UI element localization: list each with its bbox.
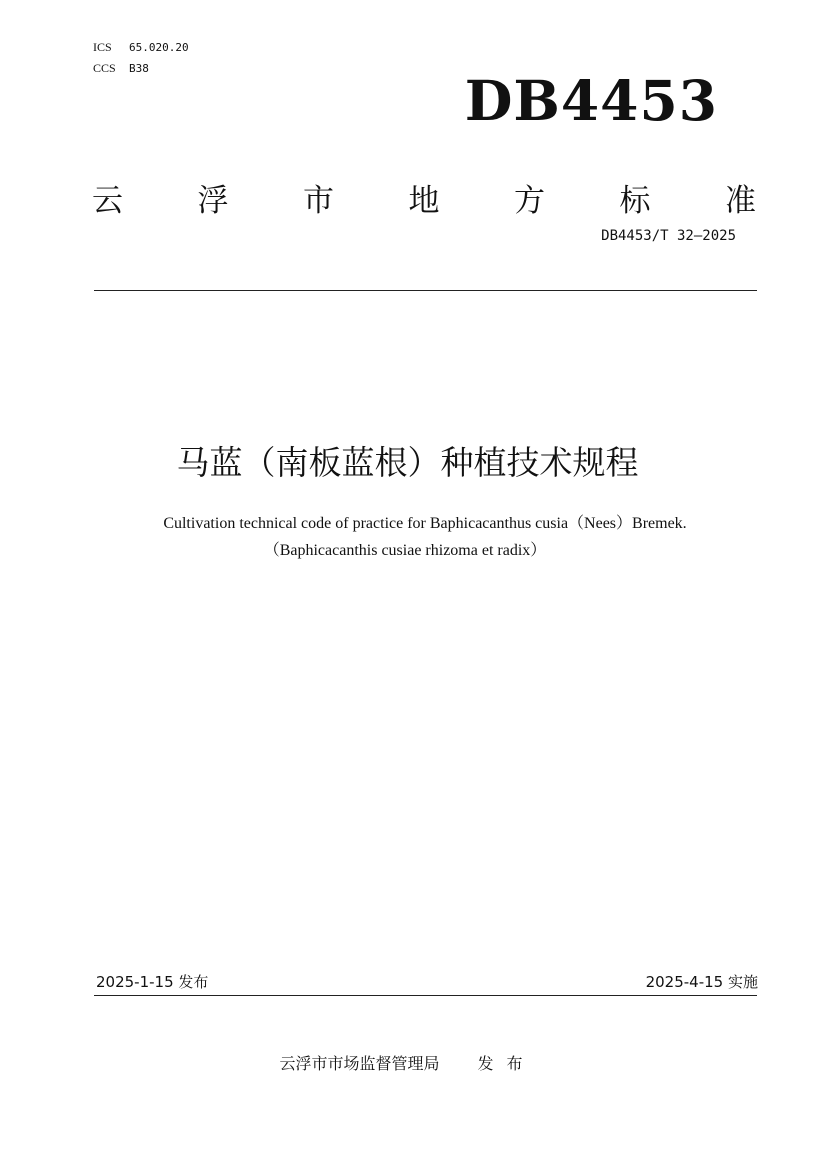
implementation-date: 2025-4-15 实施 xyxy=(645,973,758,991)
ccs-value: B38 xyxy=(129,62,149,75)
standard-number: DB4453/T 32—2025 xyxy=(601,228,736,244)
standard-type-char: 准 xyxy=(725,183,756,219)
ccs-label: CCS xyxy=(93,61,116,75)
issue-date: 2025-1-15 发布 xyxy=(96,973,209,991)
ics-value: 65.020.20 xyxy=(129,41,189,54)
document-title-english-line1: Cultivation technical code of practice for Baphicacanthus cusia（Nees）Bremek. xyxy=(163,515,687,532)
standard-type-char: 市 xyxy=(303,183,334,219)
standard-code-logo: DB4453 xyxy=(464,68,718,133)
standard-type-char: 浮 xyxy=(197,183,229,219)
standard-type-heading xyxy=(92,181,756,221)
ics-classification xyxy=(93,40,189,55)
standard-type-char: 云 xyxy=(92,183,123,219)
ccs-classification xyxy=(93,61,149,76)
ics-label: ICS xyxy=(93,40,112,54)
publisher-name: 云浮市市场监督管理局 xyxy=(279,1054,440,1073)
document-title-english-line2: （Baphicacanthis cusiae rhizoma et radix） xyxy=(263,542,547,559)
standard-type-char: 标 xyxy=(619,183,651,219)
publisher-line xyxy=(0,1052,815,1076)
document-title-chinese: 马蓝（南板蓝根）种植技术规程 xyxy=(176,443,639,482)
standard-type-char: 地 xyxy=(408,183,440,219)
header-divider xyxy=(94,290,757,291)
standard-type-char: 方 xyxy=(514,183,545,219)
publish-action: 发布 xyxy=(477,1054,536,1073)
footer-divider xyxy=(94,995,757,996)
